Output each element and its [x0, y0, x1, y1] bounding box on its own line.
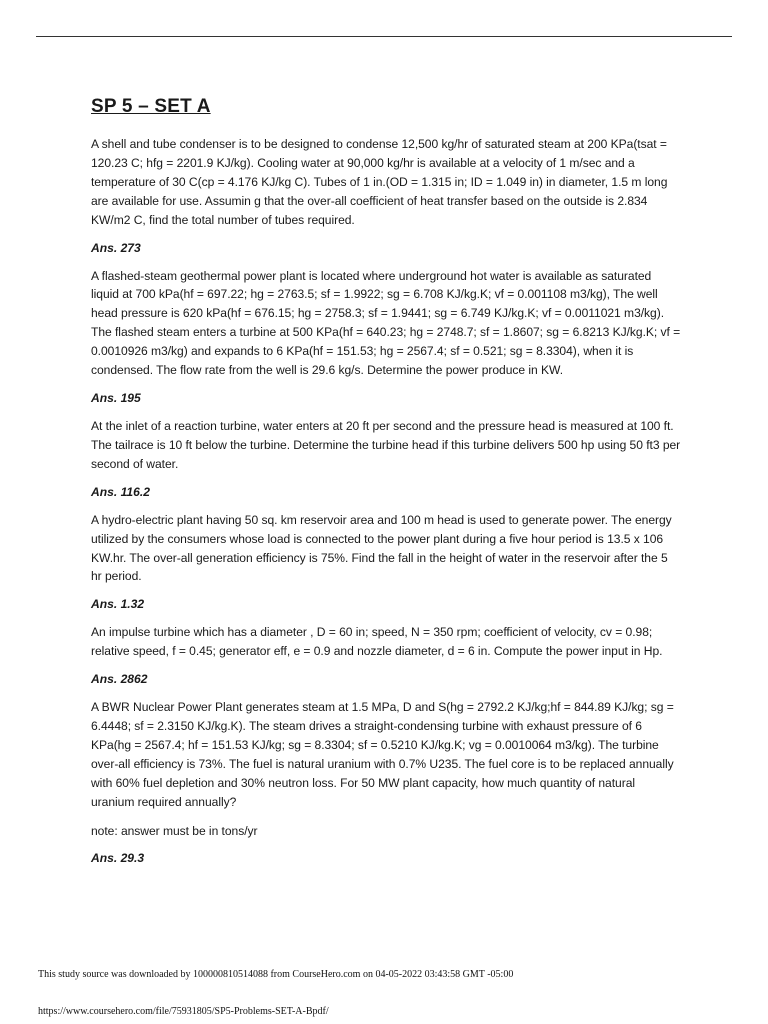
problem-6-note: note: answer must be in tons/yr	[91, 823, 258, 838]
problem-5-answer: Ans. 2862	[91, 672, 148, 687]
problem-4-text: A hydro-electric plant having 50 sq. km reservoir area and 100 m head is used to generate power. The energy utilized by the consumers whose load is connected to the power plant during a five hour period is 13.5 x 106 KW.hr. The over-all generation efficiency is 75%. Find the fall in the height of water in the reservoir after the 5 hr period.	[91, 512, 672, 584]
problem-1-text: A shell and tube condenser is to be designed to condense 12,500 kg/hr of saturated steam at 200 KPa(tsat = 120.23 C; hfg = 2201.9 KJ/kg). Cooling water at 90,000 kg/hr is available at a velocity of 1 m/sec and a temperature of 30 C(cp = 4.176 KJ/kg C). Tubes of 1 in.(OD = 1.315 in; ID = 1.049 in) in diameter, 1.5 m long are available for use. Assumin g that the over-all coefficient of heat transfer based on the outside is 2.834 KW/m2 C, find the total number of tubes required.	[91, 137, 668, 227]
problem-3-text: At the inlet of a reaction turbine, water enters at 20 ft per second and the pressure head is measured at 100 ft. The tailrace is 10 ft below the turbine. Determine the turbine head if this turbine delivers 500 hp using 50 ft3 per second of water.	[91, 418, 681, 471]
problem-4-answer: Ans. 1.32	[91, 597, 145, 612]
top-rule	[36, 36, 732, 37]
problem-5-text: An impulse turbine which has a diameter , D = 60 in; speed, N = 350 rpm; coefficient of velocity, cv = 0.98; relative speed, f = 0.45; generator eff, e = 0.9 and nozzle diameter, d = 6 in. Compute the power input in Hp.	[91, 625, 663, 659]
document-body	[91, 96, 681, 877]
problem-2-text: A flashed-steam geothermal power plant is located where underground hot water is available as saturated liquid at 700 kPa(hf = 697.22; hg = 2763.5; sf = 1.9922; sg = 6.708 KJ/kg.K; vf = 0.001108 m3/kg), The well head pressure is 620 kPa(hf = 676.15; hg = 2758.3; sf = 1.9441; sg = 6.749 KJ/kg.K; vf = 0.0011021 m3/kg). The flashed steam enters a turbine at 500 KPa(hf = 640.23; hg = 2748.7; sf = 1.8607; sg = 6.8213 KJ/kg.K; vf = 0.0010926 m3/kg) and expands to 6 KPa(hf = 151.53; hg = 2567.4; sf = 0.521; sg = 8.3304), when it is condensed. The flow rate from the well is 29.6 kg/s. Determine the power produce in KW.	[91, 268, 681, 378]
problem-1-answer: Ans. 273	[91, 240, 141, 255]
problem-6-answer: Ans. 29.3	[91, 851, 145, 866]
footer-source: This study source was downloaded by 100000810514088 from CourseHero.com on 04-05-2022 03:43:58 GMT -05:00	[38, 969, 514, 980]
document-title: SP 5 – SET A	[91, 96, 211, 117]
problem-6-text: A BWR Nuclear Power Plant generates steam at 1.5 MPa, D and S(hg = 2792.2 KJ/kg;hf = 844.89 KJ/kg; sg = 6.4448; sf = 2.3150 KJ/kg.K). The steam drives a straight-condensing turbine with exhaust pressure of 6 KPa(hg = 2567.4; hf = 151.53 KJ/kg; sg = 8.3304; sf = 0.5210 KJ/kg.K; vg = 0.0010064 m3/kg). The turbine over-all efficiency is 73%. The fuel is natural uranium with 0.7% U235. The fuel core is to be replaced annually with 60% fuel depletion and 30% neutron loss. For 50 MW plant capacity, how much quantity of natural uranium required annually?	[91, 700, 674, 809]
footer-url[interactable]: https://www.coursehero.com/file/75931805/SP5-Problems-SET-A-Bpdf/	[38, 1006, 329, 1017]
problem-2-answer: Ans. 195	[91, 390, 141, 405]
problem-3-answer: Ans. 116.2	[91, 484, 150, 499]
